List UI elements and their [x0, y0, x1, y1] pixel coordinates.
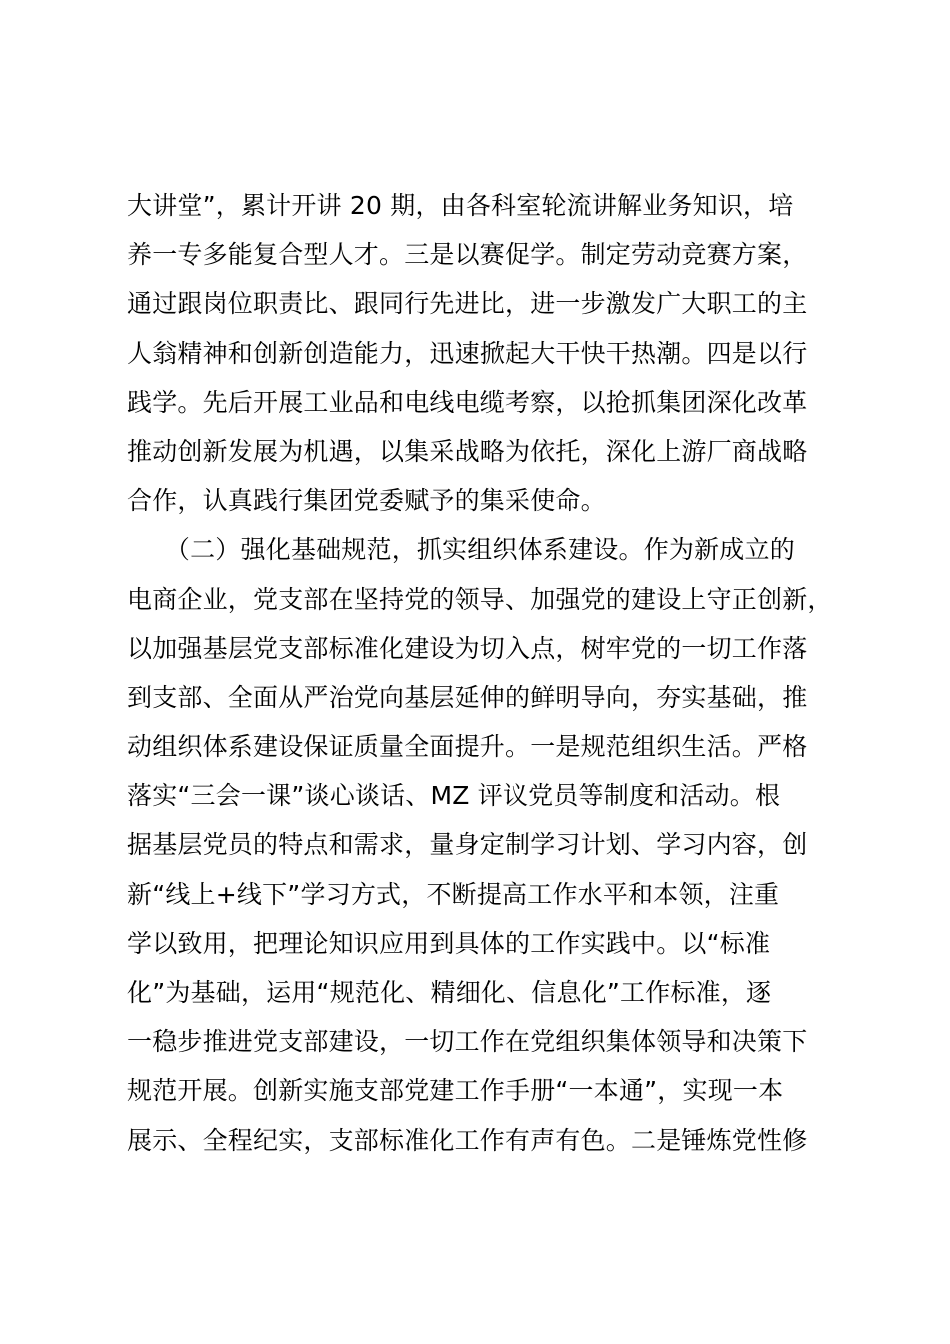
- text-line: 电商企业，党支部在坚持党的领导、加强党的建设上守正创新，: [127, 584, 833, 614]
- text-line: 落实“三会一课”谈心谈话、MZ 评议党员等制度和活动。根: [127, 781, 781, 811]
- text-line: 规范开展。创新实施支部党建工作手册“一本通”，实现一本: [127, 1076, 784, 1106]
- text-line: 通过跟岗位职责比、跟同行先进比，进一步激发广大职工的主: [127, 289, 808, 319]
- text-line: 践学。先后开展工业品和电线电缆考察，以抢抓集团深化改革: [127, 387, 808, 417]
- text-line: 推动创新发展为机遇，以集采战略为依托，深化上游厂商战略: [127, 436, 808, 466]
- text-line: 人翁精神和创新创造能力，迅速掀起大干快干热潮。四是以行: [127, 338, 808, 368]
- text-line: 展示、全程纪实，支部标准化工作有声有色。二是锤炼党性修: [127, 1125, 808, 1155]
- text-line: 大讲堂”，累计开讲 20 期，由各科室轮流讲解业务知识，培: [127, 191, 794, 220]
- section-heading-line: （二）强化基础规范，抓实组织体系建设。作为新成立的: [127, 535, 795, 565]
- text-line: 据基层党员的特点和需求，量身定制学习计划、学习内容，创: [127, 830, 808, 860]
- body-text: [127, 181, 837, 1165]
- text-line: 养一专多能复合型人才。三是以赛促学。制定劳动竞赛方案，: [127, 240, 808, 270]
- text-line: 到支部、全面从严治党向基层延伸的鲜明导向，夯实基础，推: [127, 682, 808, 712]
- text-line: 新“线上+线下”学习方式，不断提高工作水平和本领，注重: [127, 879, 780, 909]
- text-line: 以加强基层党支部标准化建设为切入点，树牢党的一切工作落: [127, 633, 808, 663]
- text-line: 学以致用，把理论知识应用到具体的工作实践中。以“标准: [127, 928, 771, 958]
- text-line: 化”为基础，运用“规范化、精细化、信息化”工作标准，逐: [127, 978, 772, 1007]
- text-line: 一稳步推进党支部建设，一切工作在党组织集体领导和决策下: [127, 1027, 808, 1057]
- text-line: 动组织体系建设保证质量全面提升。一是规范组织生活。严格: [127, 732, 808, 762]
- text-line: 合作，认真践行集团党委赋予的集采使命。: [127, 486, 606, 516]
